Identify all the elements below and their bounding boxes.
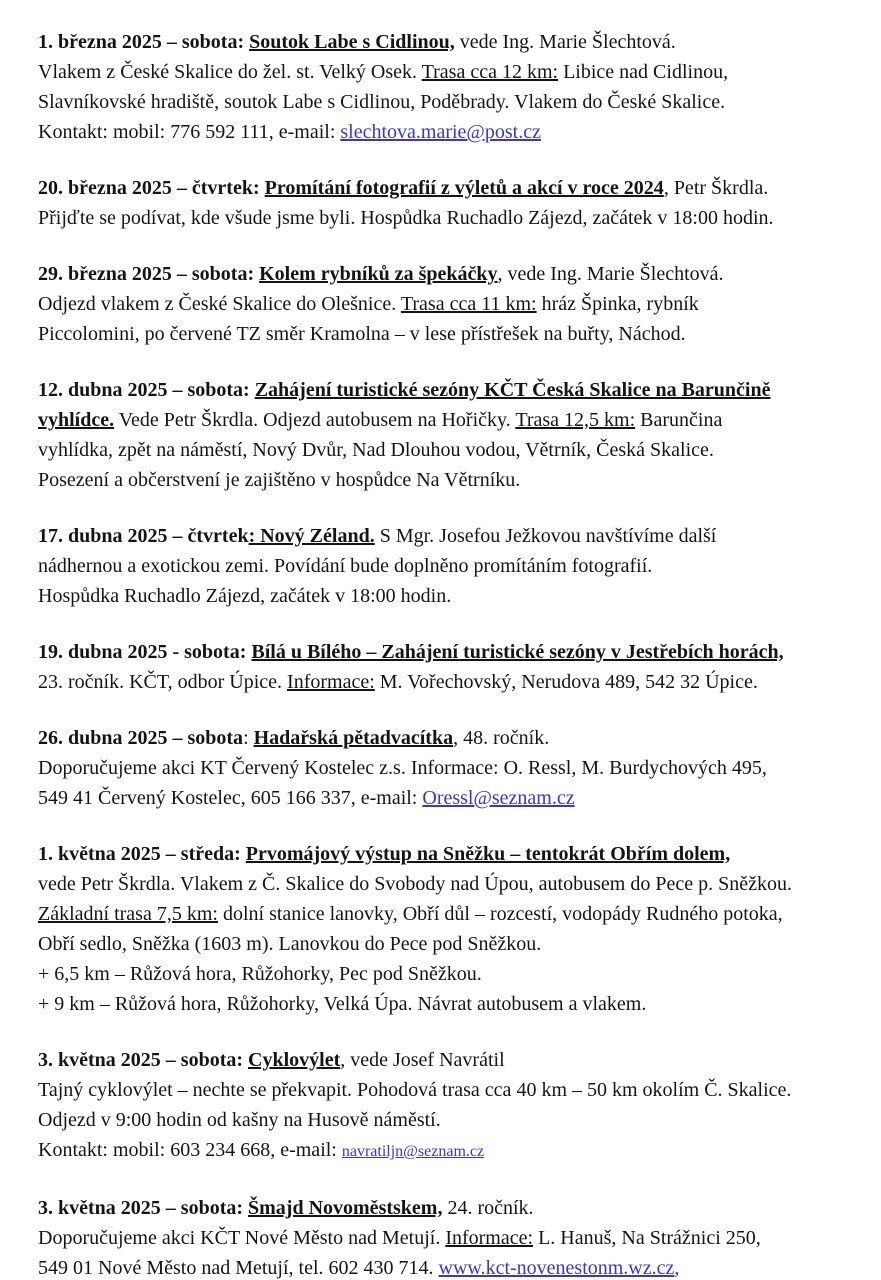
text-run: Kolem rybníků za špekáčky xyxy=(259,263,498,285)
text-run: Slavníkovské hradiště, soutok Labe s Cidlinou, Poděbrady. Vlakem do České Skalice. xyxy=(38,91,726,113)
text-run: , vede Josef Navrátil xyxy=(340,1049,505,1071)
text-run: Informace: xyxy=(445,1227,534,1249)
text-run: Přijďte se podívat, kde všude jsme byli. Hospůdka Ruchadlo Zájezd, začátek v 18:00 hodin. xyxy=(38,207,774,229)
text-run: : xyxy=(243,727,254,749)
text-run: , 48. ročník. xyxy=(453,727,550,749)
text-run: Odjezd vlakem z České Skalice do Olešnice. xyxy=(38,293,401,315)
text-run: 549 41 Červený Kostelec, 605 166 337, e-mail: xyxy=(38,787,423,809)
text-run: 24. ročník. xyxy=(442,1197,534,1219)
event-paragraph-promitani-fotografii xyxy=(38,173,869,233)
text-run: Tajný cyklovýlet – nechte se překvapit. Pohodová trasa cca 40 km – 50 km okolím Č. Skalice. xyxy=(38,1079,792,1101)
text-run: 17. dubna 2025 – čtvrtek xyxy=(38,525,249,547)
text-run: dolní stanice lanovky, Obří důl – rozcestí, vodopády Rudného potoka, xyxy=(217,903,783,925)
text-run: + 9 km – Růžová hora, Růžohorky, Velká Úpa. Návrat autobusem a vlakem. xyxy=(38,993,647,1015)
text-run: Hospůdka Ruchadlo Zájezd, začátek v 18:00 hodin. xyxy=(38,585,452,607)
text-run: nádhernou a exotickou zemi. Povídání bude doplněno promítáním fotografií. xyxy=(38,555,653,577)
text-run: vede Petr Škrdla. Vlakem z Č. Skalice do Svobody nad Úpou, autobusem do Pece p. Sněžkou. xyxy=(38,873,792,895)
event-paragraph-kolem-rybniku xyxy=(38,259,869,349)
text-run: , xyxy=(497,263,503,285)
event-paragraph-bila-u-bileho xyxy=(38,637,869,697)
event-paragraph-soutok-labe xyxy=(38,27,869,147)
text-run: S Mgr. Josefou Ježkovou navštívíme další xyxy=(374,525,717,547)
text-run: 1. března 2025 – sobota: xyxy=(38,31,250,53)
text-run: Informace: xyxy=(287,671,375,693)
text-run: Základní trasa 7,5 km: xyxy=(38,903,218,925)
text-run: L. Hanuš, Na Strážnici 250, xyxy=(533,1227,761,1249)
text-run: Odjezd v 9:00 hodin od kašny na Husově náměstí. xyxy=(38,1109,441,1131)
text-run: Prvomájový výstup na Sněžku – tentokrát Obřím dolem, xyxy=(245,843,731,865)
text-run: Soutok Labe s Cidlinou, xyxy=(249,31,455,53)
website-link-kct-novemesto[interactable]: www.kct-novenestonm.wz.cz xyxy=(438,1257,675,1279)
text-run: 23. ročník. KČT, odbor Úpice. xyxy=(38,671,288,693)
text-run: 1. května 2025 – středa: xyxy=(38,843,246,865)
text-run: Posezení a občerstvení je zajištěno v hospůdce Na Větrníku. xyxy=(38,469,521,491)
text-run: Piccolomini, po červené TZ směr Kramolna – v lese přístřešek na buřty, Náchod. xyxy=(38,323,686,345)
text-run: Vede Petr Škrdla. Odjezd autobusem na Hořičky. xyxy=(114,409,516,431)
event-paragraph-zahajeni-sezony-skalice xyxy=(38,375,869,495)
text-run: , xyxy=(674,1257,680,1279)
text-run: M. Vořechovský, Nerudova 489, 542 32 Úpice. xyxy=(374,671,758,693)
text-run: Trasa 12,5 km: xyxy=(515,409,636,431)
text-run: Kontakt: mobil: 603 234 668, e-mail: xyxy=(38,1139,342,1161)
text-run: Zahájení turistické sezóny KČT Česká Skalice na Barunčině xyxy=(254,379,771,401)
email-link-navratil[interactable]: navratiljn@seznam.cz xyxy=(341,1143,485,1160)
text-run: : Nový Zéland. xyxy=(248,525,375,547)
text-run: 29. března 2025 – sobota: xyxy=(38,263,260,285)
text-run: 549 01 Nové Město nad Metují, tel. 602 430 714. xyxy=(38,1257,439,1279)
event-paragraph-prvomajovy-vystup xyxy=(38,839,869,1019)
email-link-oressl[interactable]: Oressl@seznam.cz xyxy=(422,787,575,809)
text-run: + 6,5 km – Růžová hora, Růžohorky, Pec pod Sněžkou. xyxy=(38,963,482,985)
text-run: Promítání fotografií z výletů a akcí v roce 2024 xyxy=(264,177,664,199)
text-run: Doporučujeme akci KČT Nové Město nad Metují. xyxy=(38,1227,446,1249)
event-paragraph-cyklovylet xyxy=(38,1045,869,1167)
text-run: , Petr Škrdla. xyxy=(663,177,769,199)
text-run: Cyklovýlet xyxy=(248,1049,341,1071)
text-run: 19. dubna 2025 - sobota: xyxy=(38,641,252,663)
email-link-slechtova[interactable]: slechtova.marie@post.cz xyxy=(340,121,541,143)
text-run: Libice nad Cidlinou, xyxy=(558,61,729,83)
text-run: Trasa cca 11 km: xyxy=(400,293,537,315)
text-run: 26. dubna 2025 – sobota xyxy=(38,727,244,749)
text-run: Vlakem z České Skalice do žel. st. Velký Osek. xyxy=(38,61,422,83)
text-run: Doporučujeme akci KT Červený Kostelec z.s. Informace: O. Ressl, M. Burdychových 495, xyxy=(38,757,767,779)
text-run: vyhlídce. xyxy=(38,409,115,431)
text-run: 3. května 2025 – sobota: xyxy=(38,1197,249,1219)
text-run: vede Ing. Marie Šlechtová. xyxy=(454,31,676,53)
text-run: Kontakt: mobil: 776 592 111, e-mail: xyxy=(38,121,341,143)
text-run: 12. dubna 2025 – sobota: xyxy=(38,379,255,401)
event-paragraph-hadarska-petadvacitka xyxy=(38,723,869,813)
text-run: hráz Špinka, rybník xyxy=(536,293,699,315)
text-run: vede Ing. Marie Šlechtová. xyxy=(502,263,724,285)
text-run: 3. května 2025 – sobota: xyxy=(38,1049,249,1071)
text-run: Obří sedlo, Sněžka (1603 m). Lanovkou do Pece pod Sněžkou. xyxy=(38,933,542,955)
text-run: 20. března 2025 – čtvrtek: xyxy=(38,177,265,199)
text-run: Bílá u Bílého – Zahájení turistické sezóny v Jestřebích horách, xyxy=(251,641,784,663)
text-run: Hadařská pětadvacítka xyxy=(253,727,454,749)
text-run: vyhlídka, zpět na náměstí, Nový Dvůr, Nad Dlouhou vodou, Větrník, Česká Skalice. xyxy=(38,439,714,461)
event-paragraph-smajd-novomestskem xyxy=(38,1193,869,1280)
event-paragraph-novy-zeland xyxy=(38,521,869,611)
text-run: Barunčina xyxy=(635,409,723,431)
text-run: Šmajd Novoměstskem, xyxy=(248,1197,443,1219)
text-run: Trasa cca 12 km: xyxy=(421,61,559,83)
